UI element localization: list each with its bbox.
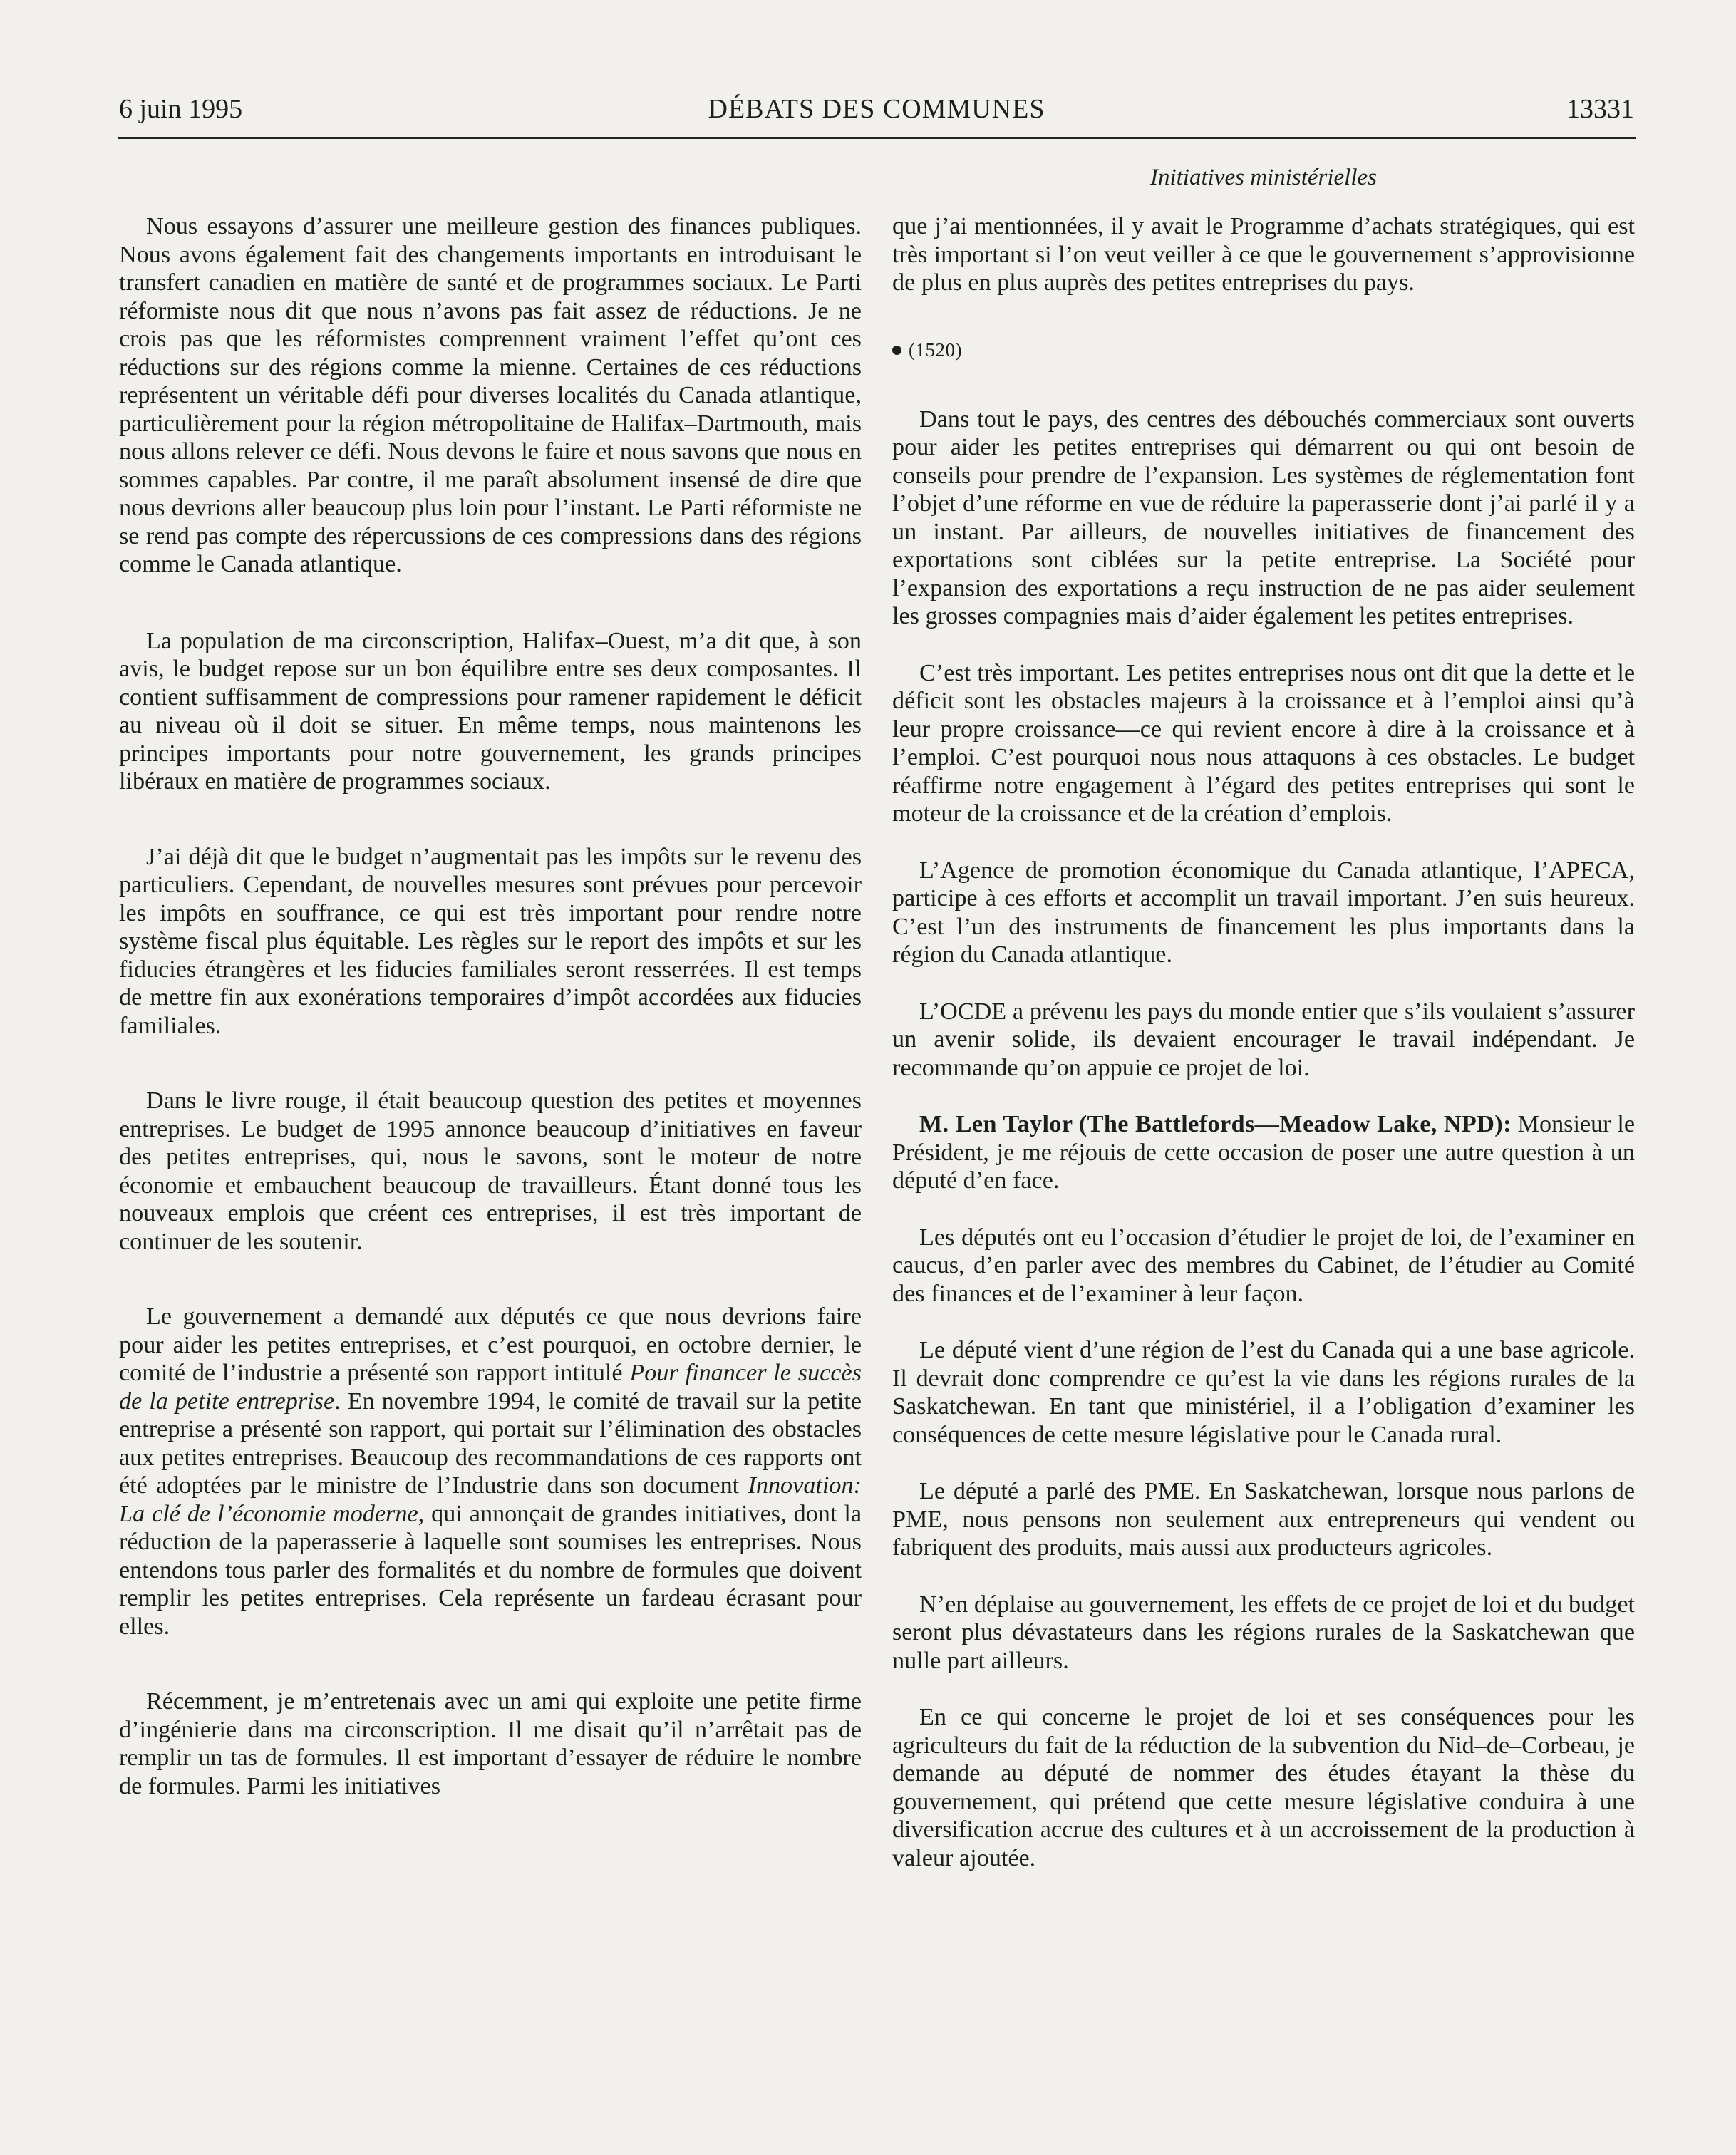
- paragraph: [119, 1303, 862, 1640]
- paragraph: En ce qui concerne le projet de loi et ses conséquences pour les agriculteurs du fait de la réduction de la subvention du Nid–de–Corbeau, je demande au député de nommer des études étayant la thèse du gouvernement, qui prétend que cette mesure législative conduira à une diversification accrue des cultures et à un accroissement de la production à valeur ajoutée.: [892, 1704, 1635, 1871]
- time-marker: [892, 336, 1635, 364]
- document-title: Innovation: La clé de l’économie moderne: [119, 1472, 862, 1527]
- report-title: Pour financer le succès de la petite entreprise: [119, 1360, 862, 1415]
- header-publication-title: DÉBATS DES COMMUNES: [708, 94, 1045, 124]
- speaker-paragraph: [892, 1110, 1635, 1195]
- section-title: Initiatives ministérielles: [1149, 165, 1378, 190]
- paragraph: C’est très important. Les petites entreprises nous ont dit que la dette et le déficit sont les obstacles majeurs à la croissance et à l’emploi ainsi qu’à leur propre croissance—ce qui revient encore à dire à la croissance et à l’emploi. C’est pourquoi nous nous attaquons à ces obstacles. Le budget réaffirme notre engagement à l’égard des petites entreprises qui sont le moteur de la croissance et de la création d’emplois.: [892, 659, 1635, 827]
- paragraph: Nous essayons d’assurer une meilleure gestion des finances publiques. Nous avons également fait des changements importants en introduisant le transfert canadien en matière de santé et de programmes sociaux. Le Parti réformiste nous dit que nous n’avons pas fait assez de réductions. Je ne crois pas que les réformistes comprennent vraiment l’effet qu’ont ces réductions sur des régions comme la mienne. Certaines de ces réductions représentent un véritable défi pour diverses localités du Canada atlantique, particulièrement pour la région métropolitaine de Halifax–Dartmouth, mais nous allons relever ce défi. Nous devons le faire et nous savons que nous en sommes capables. Par contre, il me paraît absolument insensé de dire que nous devrions aller beaucoup plus loin pour l’instant. Le Parti réformiste ne se rend pas compte des répercussions de ces compressions dans des régions comme le Canada atlantique.: [119, 213, 862, 577]
- paragraph: Le député a parlé des PME. En Saskatchewan, lorsque nous parlons de PME, nous pensons non seulement aux entrepreneurs qui vendent ou fabriquent des produits, mais aussi aux producteurs agricoles.: [892, 1478, 1635, 1561]
- paragraph: Dans le livre rouge, il était beaucoup question des petites et moyennes entreprises. Le budget de 1995 annonce beaucoup d’initiatives en faveur des petites entreprises, qui, nous le savons, sont le moteur de notre économie et embauchent beaucoup de travailleurs. Étant donné tous les nouveaux emplois que créent ces entreprises, il est très important de continuer de les soutenir.: [119, 1087, 862, 1255]
- speaker-name: M. Len Taylor (The Battlefords—Meadow Lake, NPD):: [919, 1111, 1512, 1137]
- paragraph-text: . En novembre 1994, le comité de travail sur la petite entreprise a présenté son rapport, qui portait sur l’élimination des obstacles aux petites entreprises. Beaucoup des recommandations de ces rapports ont été adoptées par le ministre de l’Industrie dans son document: [119, 1387, 862, 1499]
- paragraph: L’OCDE a prévenu les pays du monde entier que s’ils voulaient s’assurer un avenir solide, ils devaient encourager le travail indépendant. Je recommande qu’on appuie ce projet de loi.: [892, 998, 1635, 1081]
- speaker-text: Monsieur le Président, je me réjouis de cette occasion de poser une autre question à un député d’en face.: [892, 1111, 1635, 1194]
- paragraph: L’Agence de promotion économique du Canada atlantique, l’APECA, participe à ces efforts et accomplit un travail important. J’en suis heureux. C’est l’un des instruments de financement les plus importants dans la région du Canada atlantique.: [892, 857, 1635, 968]
- page-header: [119, 84, 1634, 134]
- paragraph: Le député vient d’une région de l’est du Canada qui a une base agricole. Il devrait donc comprendre ce qu’est la vie dans les régions rurales de la Saskatchewan. En tant que ministériel, il a l’obligation d’examiner les conséquences de cette mesure législative pour le Canada rural.: [892, 1337, 1635, 1448]
- paragraph: La population de ma circonscription, Halifax–Ouest, m’a dit que, à son avis, le budget repose sur un bon équilibre entre ses deux composantes. Il contient suffisamment de compressions pour ramener rapidement le déficit au niveau où il doit se situer. En même temps, nous maintenons les principes importants pour notre gouvernement, les grands principes libéraux en matière de programmes sociaux.: [119, 627, 862, 795]
- right-column: [892, 212, 1635, 1901]
- header-rule: [118, 137, 1636, 139]
- paragraph-text: Le gouvernement a demandé aux députés ce que nous devrions faire pour aider les petites entreprises, et c’est pourquoi, en octobre dernier, le comité de l’industrie a présenté son rapport intitulé: [119, 1303, 862, 1386]
- bullet-icon: [892, 346, 901, 355]
- paragraph: J’ai déjà dit que le budget n’augmentait pas les impôts sur le revenu des particuliers. Cependant, de nouvelles mesures sont prévues pour percevoir les impôts en souffrance, ce qui est très important pour rendre notre système fiscal plus équitable. Les règles sur le report des impôts et sur les fiducies étrangères et les fiducies familiales seront resserrées. Il est temps de mettre fin aux exonérations temporaires d’impôt accordées aux fiducies familiales.: [119, 843, 862, 1039]
- paragraph: Les députés ont eu l’occasion d’étudier le projet de loi, de l’examiner en caucus, d’en parler avec des membres du Cabinet, de l’étudier au Comité des finances et de l’examiner à leur façon.: [892, 1224, 1635, 1307]
- left-column: [119, 212, 862, 1847]
- paragraph-continuation: que j’ai mentionnées, il y avait le Programme d’achats stratégiques, qui est très important si l’on veut veiller à ce que le gouvernement s’approvisionne de plus en plus auprès des petites entreprises du pays.: [892, 213, 1635, 296]
- paragraph: N’en déplaise au gouvernement, les effets de ce projet de loi et du budget seront plus dévastateurs dans les régions rurales de la Saskatchewan que nulle part ailleurs.: [892, 1591, 1635, 1674]
- time-marker-text: (1520): [909, 339, 962, 361]
- paragraph-text: , qui annonçait de grandes initiatives, dont la réduction de la paperasserie à laquelle sont soumises les entreprises. Nous entendons tous parler des formalités et du nombre de formules que doivent remplir les petites entreprises. Cela représente un fardeau écrasant pour elles.: [119, 1500, 862, 1640]
- paragraph: Dans tout le pays, des centres des débouchés commerciaux sont ouverts pour aider les petites entreprises qui démarrent ou qui ont besoin de conseils pour prendre de l’expansion. Les systèmes de réglementation font l’objet d’une réforme en vue de réduire la paperasserie dont j’ai parlé il y a un instant. Par ailleurs, de nouvelles initiatives de financement des exportations sont ciblées sur la petite entreprise. La Société pour l’expansion des exportations a reçu instruction de ne pas aider seulement les grosses compagnies mais d’aider également les petites entreprises.: [892, 405, 1635, 629]
- paragraph: Récemment, je m’entretenais avec un ami qui exploite une petite firme d’ingénierie dans ma circonscription. Il me disait qu’il n’arrêtait pas de remplir un tas de formules. Il est important d’essayer de réduire le nombre de formules. Parmi les initiatives: [119, 1688, 862, 1799]
- header-date: 6 juin 1995: [119, 94, 243, 124]
- header-page-number: 13331: [1566, 94, 1634, 124]
